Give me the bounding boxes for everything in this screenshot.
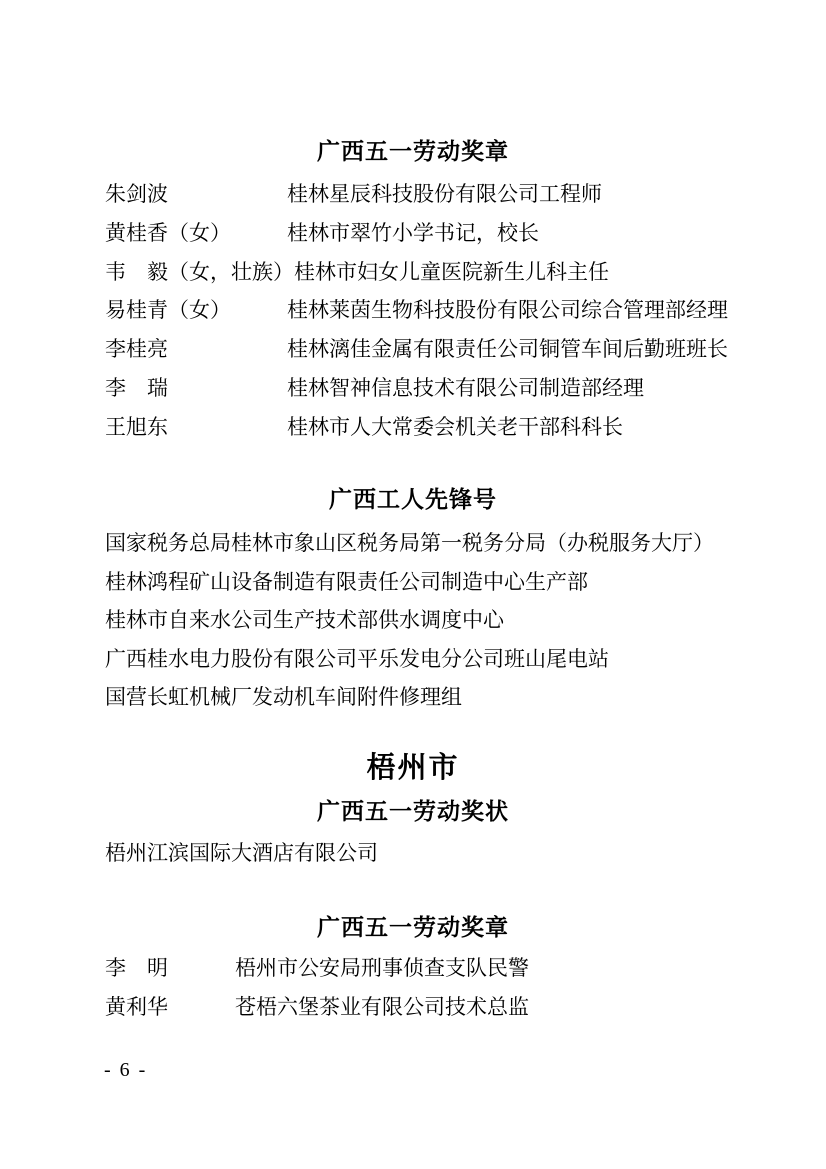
award-row	[105, 221, 766, 260]
recipient-organization: 桂林市人大常委会机关老干部科科长	[287, 414, 623, 439]
recipient-name: 黄桂香（女）	[105, 220, 231, 245]
city-heading-wuzhou: 梧州市	[366, 752, 460, 784]
certificate-recipient: 梧州江滨国际大酒店有限公司	[105, 841, 378, 865]
award-row	[105, 298, 766, 337]
award-row	[105, 376, 766, 415]
award-table-wuzhou-medal	[105, 956, 766, 1034]
recipient-name: 李桂亮	[105, 337, 168, 362]
recipient-name: 李 明	[105, 956, 168, 980]
recipient-organization: 苍梧六堡茶业有限公司技术总监	[235, 994, 529, 1019]
award-row	[105, 337, 766, 376]
section-heading-wuzhou-certificate: 广西五一劳动奖状	[317, 798, 509, 824]
recipient-organization: 梧州市公安局刑事侦查支队民警	[235, 956, 529, 980]
pioneer-unit: 桂林鸿程矿山设备制造有限责任公司制造中心生产部	[105, 569, 588, 594]
section-heading-guilin-medal: 广西五一劳动奖章	[317, 138, 509, 164]
pioneer-unit: 桂林市自来水公司生产技术部供水调度中心	[105, 608, 504, 632]
award-row	[105, 956, 766, 995]
section-heading-guilin-pioneer: 广西工人先锋号	[329, 486, 497, 512]
page-number: - 6 -	[104, 1059, 148, 1081]
recipient-organization: 桂林漓佳金属有限责任公司铜管车间后勤班班长	[287, 337, 728, 362]
recipient-organization: 桂林市翠竹小学书记，校长	[287, 220, 539, 245]
section-heading-wuzhou-medal: 广西五一劳动奖章	[317, 914, 509, 940]
recipient-name: 韦 毅（女，壮族）	[105, 259, 294, 284]
award-row	[105, 260, 766, 299]
recipient-organization: 桂林智神信息技术有限公司制造部经理	[287, 375, 644, 400]
pioneer-unit: 国家税务总局桂林市象山区税务局第一税务分局（办税服务大厅）	[105, 531, 714, 555]
award-row	[105, 415, 766, 454]
recipient-name: 朱剑波	[105, 182, 168, 206]
recipient-organization: 桂林星辰科技股份有限公司工程师	[287, 182, 602, 206]
recipient-name: 王旭东	[105, 414, 168, 439]
award-table-guilin-medal	[105, 182, 766, 454]
recipient-organization: 桂林市妇女儿童医院新生儿科主任	[294, 259, 609, 284]
recipient-organization: 桂林莱茵生物科技股份有限公司综合管理部经理	[287, 298, 728, 323]
award-row	[105, 995, 766, 1034]
certificate-recipient-list	[105, 841, 766, 880]
award-row	[105, 182, 766, 221]
pioneer-unit: 国营长虹机械厂发动机车间附件修理组	[105, 685, 462, 709]
recipient-name: 李 瑞	[105, 375, 168, 400]
pioneer-unit-list	[105, 531, 766, 724]
recipient-name: 黄利华	[105, 994, 168, 1019]
pioneer-unit: 广西桂水电力股份有限公司平乐发电分公司班山尾电站	[105, 646, 609, 671]
recipient-name: 易桂青（女）	[105, 298, 231, 323]
